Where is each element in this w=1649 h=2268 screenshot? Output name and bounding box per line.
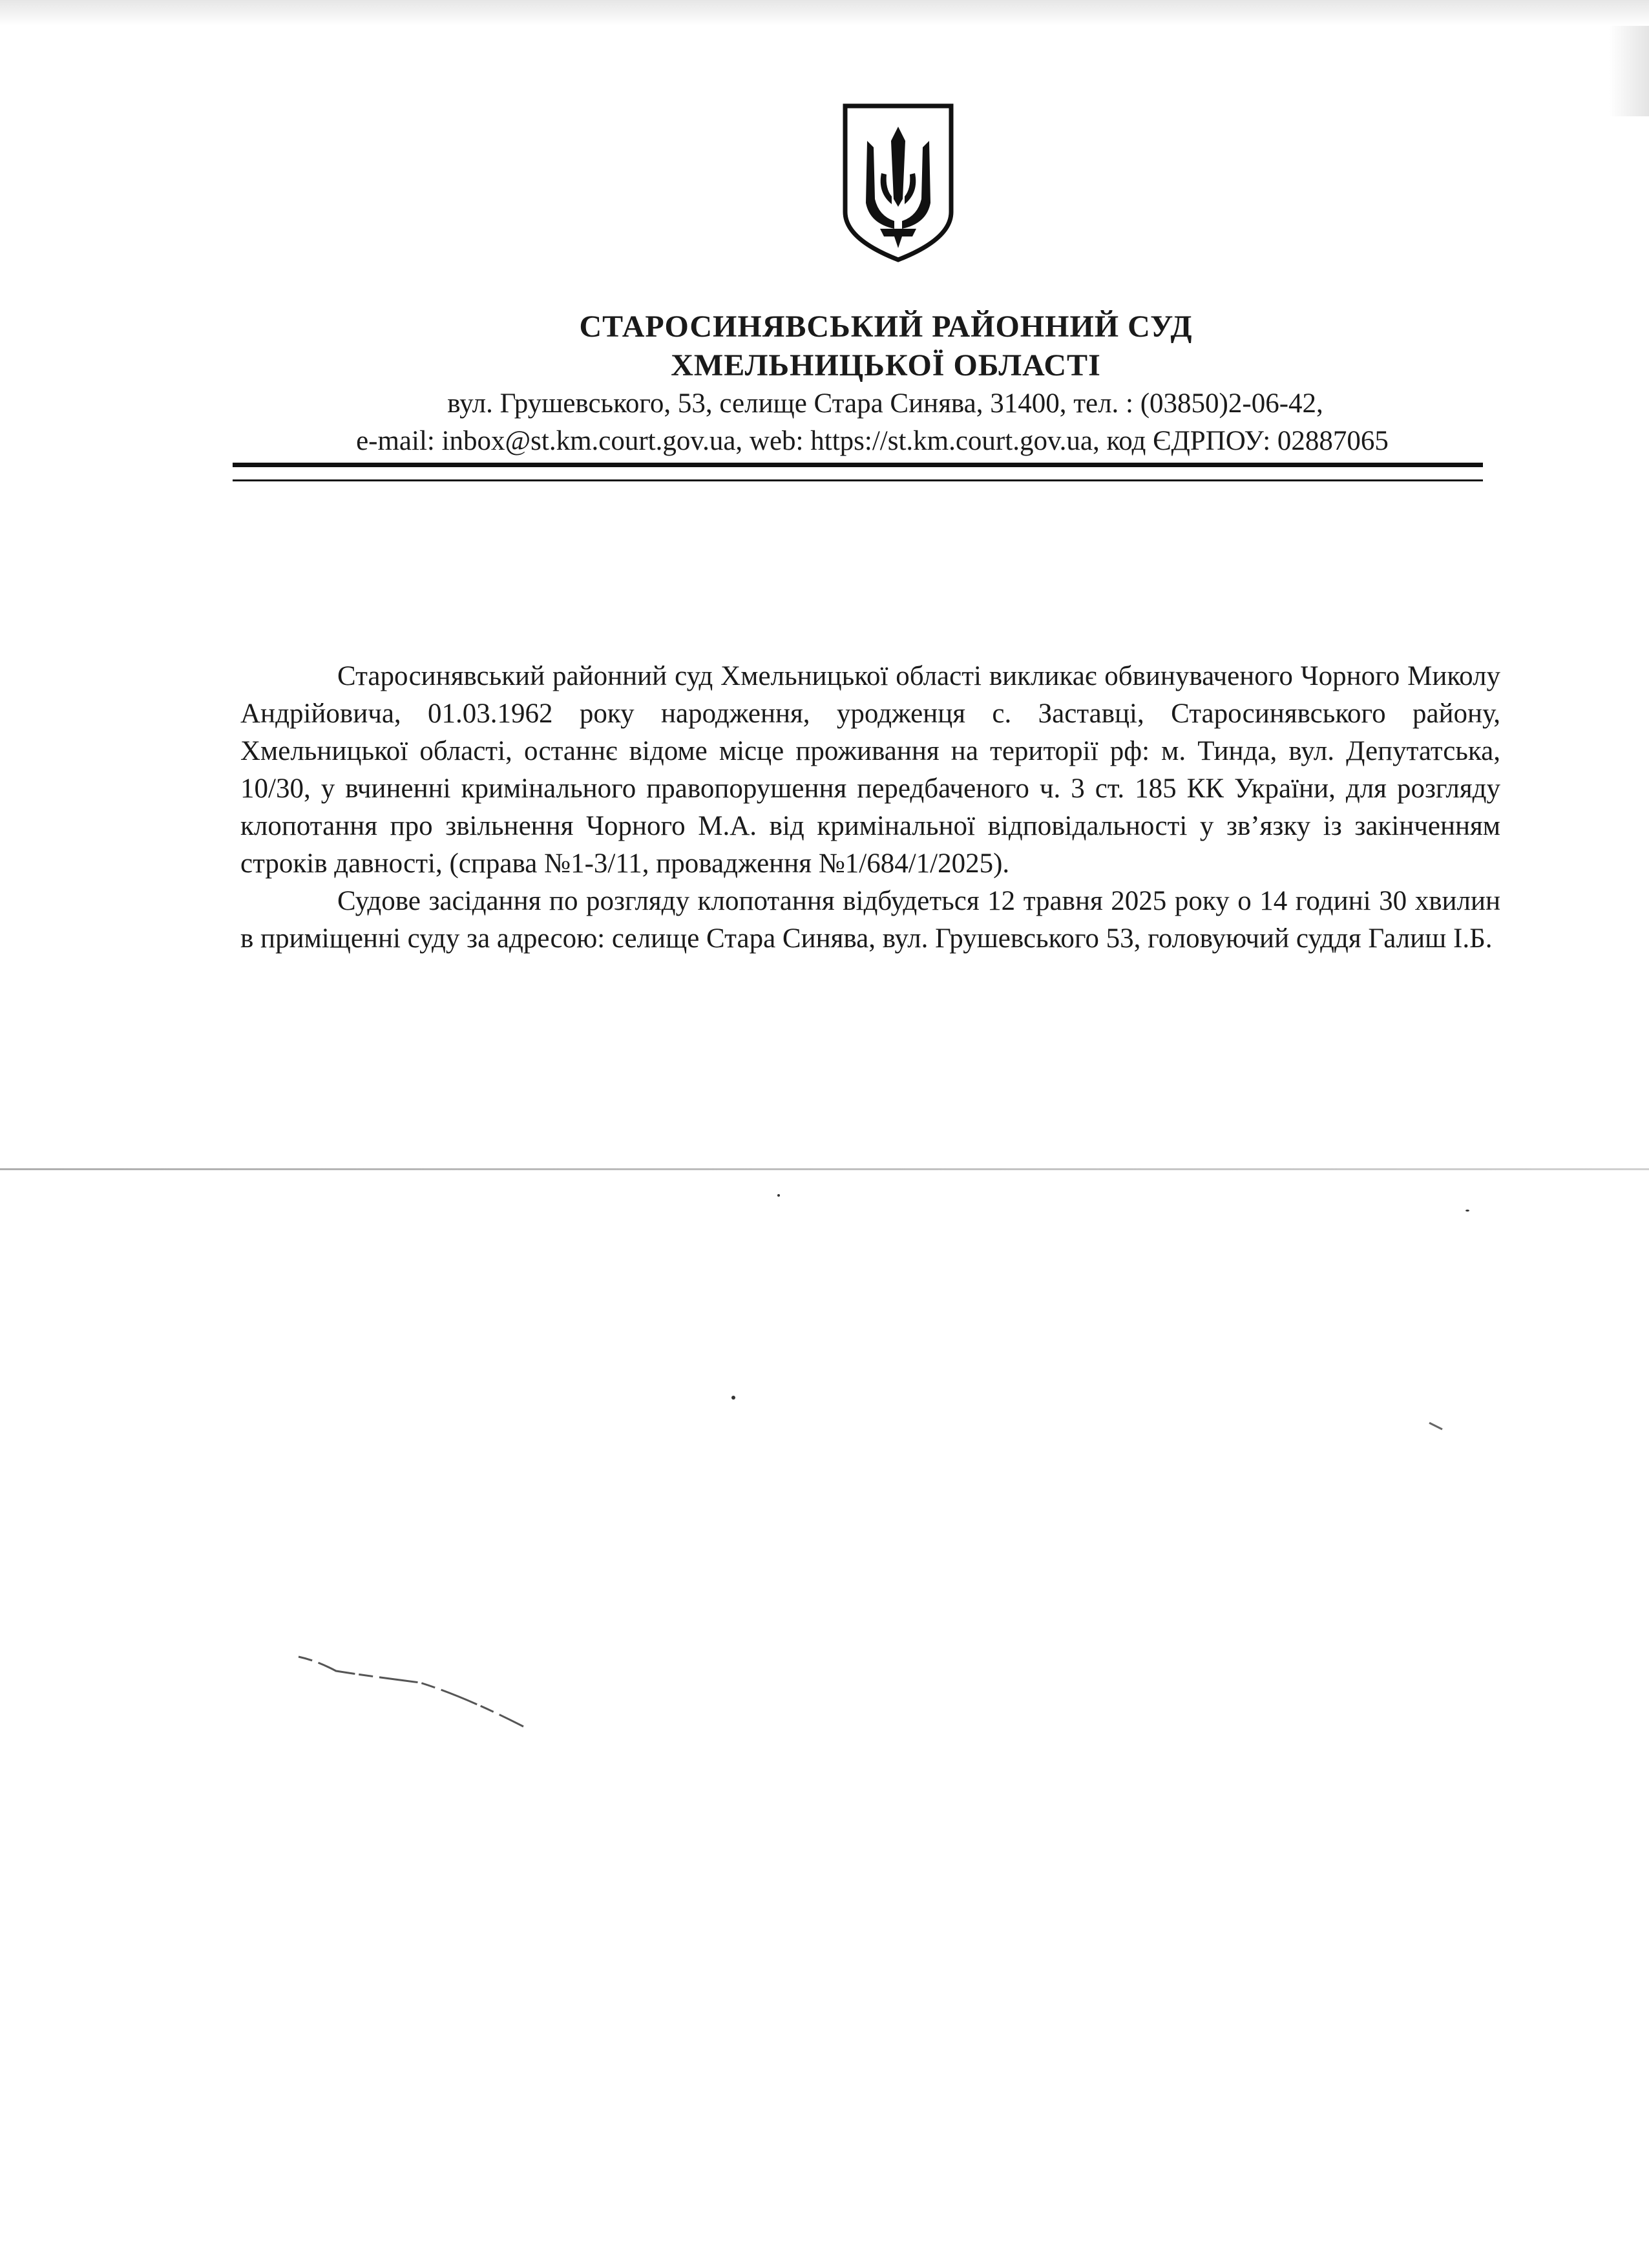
hearing-paragraph: Судове засідання по розгляду клопотання відбудеться 12 травня 2025 року о 14 годині 30 хвилин в приміщенні суду за адресою: селище Стара Синява, вул. Грушевського 53, головуючий суддя Галиш І.Б. <box>240 886 1500 954</box>
header-rule-thick <box>233 463 1483 467</box>
scan-speck <box>731 1396 735 1400</box>
scan-shadow-top <box>0 0 1649 26</box>
header-rule-thin <box>233 479 1483 481</box>
court-name-line1: СТАРОСИНЯВСЬКИЙ РАЙОННИЙ СУД <box>579 310 1193 344</box>
summons-paragraph: Старосинявський районний суд Хмельницької області викликає обвинуваченого Чорного Миколу Андрійовича, 01.03.1962 року народження, уродженця с. Заставці, Старосинявського району, Хмельницької області, останнє відоме місце проживання на території рф: м. Тинда, вул. Депутатська, 10/30, у вчиненні кримінального правопорушення передбаченого ч. 3 ст. 185 КК України, для розгляду клопотання про звільнення Чорного М.А. від кримінальної відповідальності у зв’язку із закінченням строків давності, (справа №1-3/11, провадження №1/684/1/2025). <box>240 661 1500 879</box>
document-body <box>240 658 1500 958</box>
court-address: вул. Грушевського, 53, селище Стара Синява, 31400, тел. : (03850)2-06-42, <box>447 388 1323 419</box>
scan-speck <box>777 1194 780 1197</box>
scan-shadow-right <box>1609 26 1649 116</box>
scan-scratch-mark <box>1428 1422 1444 1431</box>
scan-speck <box>1465 1210 1469 1212</box>
court-contacts: e-mail: inbox@st.km.court.gov.ua, web: https://st.km.court.gov.ua, код ЄДРПОУ: 02887065 <box>356 426 1389 456</box>
tryzub-coat-of-arms-icon <box>840 102 956 264</box>
scan-scratch-mark <box>297 1654 530 1732</box>
scan-fold-line <box>0 1168 1649 1170</box>
court-name-line2: ХМЕЛЬНИЦЬКОЇ ОБЛАСТІ <box>671 348 1101 383</box>
